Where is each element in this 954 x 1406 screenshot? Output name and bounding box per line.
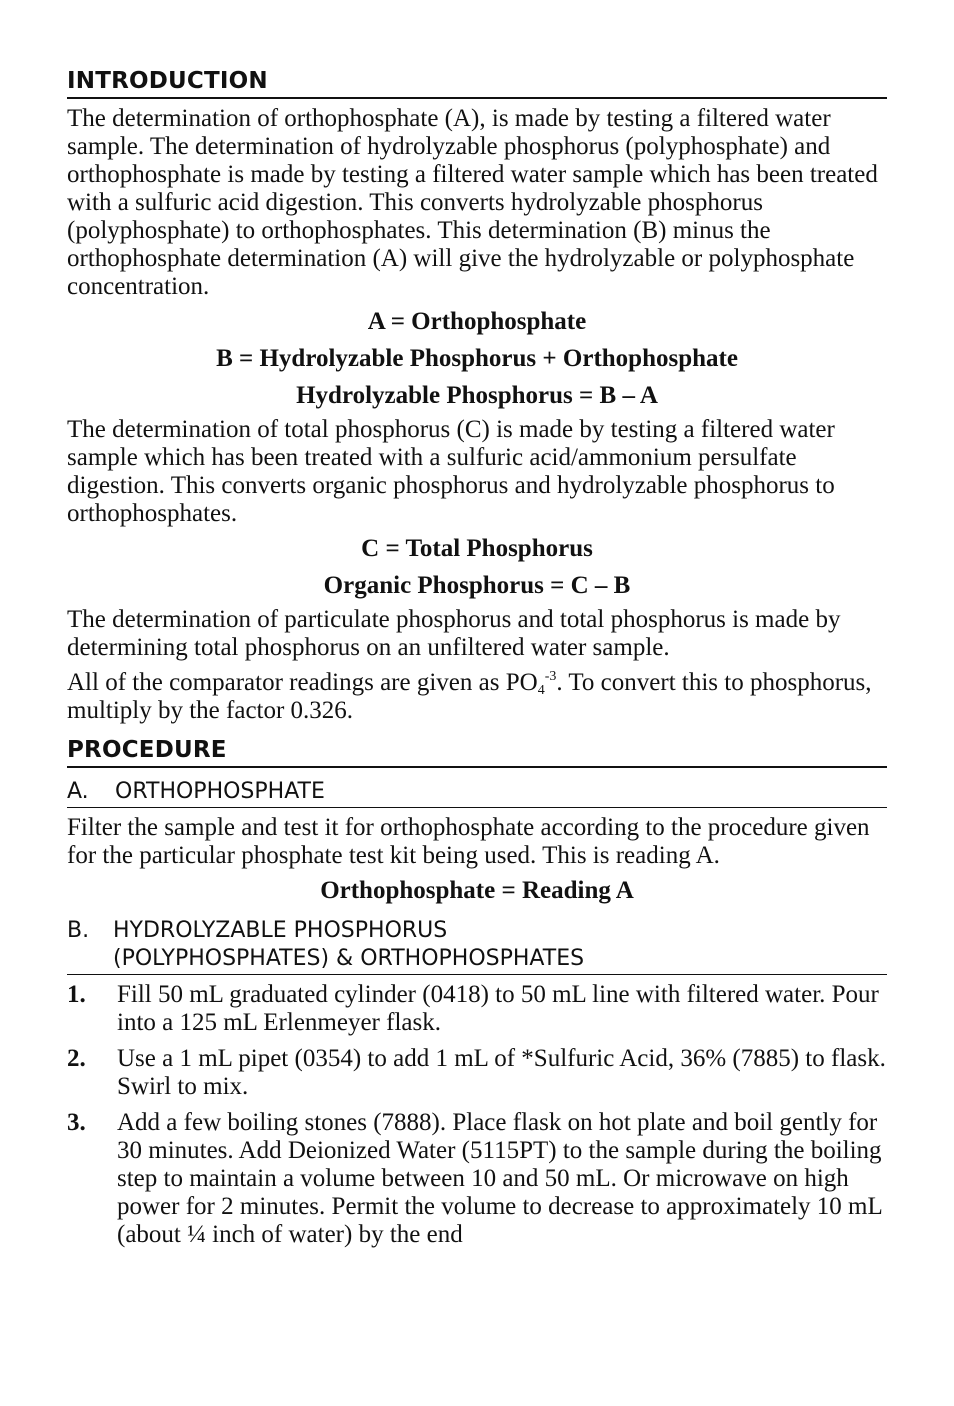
- step-text: Use a 1 mL pipet (0354) to add 1 mL of *Sulfuric Acid, 36% (7885) to flask. Swirl to mix.: [117, 1045, 886, 1100]
- section-b-title: [113, 917, 584, 973]
- intro-paragraph-2: The determination of total phosphorus (C) is made by testing a filtered water sample which has been treated with a sulfuric acid/ammonium persulfate digestion. This converts organic phosphorus and hydrolyzable phosphorus to orthophosphates.: [67, 416, 835, 527]
- section-a-title: ORTHOPHOSPHATE: [115, 779, 325, 804]
- para4-text-after: . To convert this to phosphorus, multiply by the factor 0.326.: [67, 669, 872, 724]
- intro-paragraph-4: [67, 669, 887, 725]
- equation-hydrolyzable: Hydrolyzable Phosphorus = B – A: [296, 382, 658, 409]
- intro-paragraph-3: The determination of particulate phosphorus and total phosphorus is made by determining total phosphorus on an unfiltered water sample.: [67, 606, 841, 661]
- intro-paragraph-1: The determination of orthophosphate (A), is made by testing a filtered water sample. The determination of hydrolyzable phosphorus (polyphosphate) and orthophosphate is made by testing a filtered water sample which has been treated with a sulfuric acid digestion. This converts hydrolyzable phosphorus (polyphosphate) to orthophosphates. This determination (B) minus the orthophosphate determination (A) will give the hydrolyzable or polyphosphate concentration.: [67, 105, 878, 300]
- equation-a: A = Orthophosphate: [367, 308, 587, 335]
- procedure-steps-list: [67, 981, 887, 1249]
- step-number: 2.: [67, 1045, 86, 1072]
- section-a-paragraph: Filter the sample and test it for orthophosphate according to the procedure given for the particular phosphate test kit being used. This is reading A.: [67, 814, 870, 869]
- section-a-heading: [67, 778, 887, 808]
- equation-c: C = Total Phosphorus: [361, 535, 593, 562]
- para4-text-before: All of the comparator readings are given as PO: [67, 669, 538, 696]
- para4-subscript: 4: [537, 683, 545, 698]
- equation-b: B = Hydrolyzable Phosphorus + Orthophosphate: [216, 345, 738, 372]
- list-item: [67, 1109, 887, 1249]
- list-item: [67, 981, 887, 1037]
- step-number: 3.: [67, 1109, 86, 1136]
- list-item: [67, 1045, 887, 1101]
- procedure-heading: PROCEDURE: [67, 735, 887, 768]
- section-b-title-line-1: HYDROLYZABLE PHOSPHORUS: [113, 918, 448, 943]
- step-number: 1.: [67, 981, 86, 1008]
- section-b-title-line-2: (POLYPHOSPHATES) & ORTHOPHOSPHATES: [113, 946, 585, 971]
- para4-superscript: -3: [544, 669, 557, 684]
- introduction-heading: INTRODUCTION: [67, 66, 887, 99]
- equation-organic: Organic Phosphorus = C – B: [323, 572, 631, 599]
- equation-reading-a: Orthophosphate = Reading A: [320, 877, 634, 904]
- section-a-label: A.: [67, 779, 89, 804]
- section-b-label: B.: [67, 918, 90, 943]
- step-text: Fill 50 mL graduated cylinder (0418) to 50 mL line with filtered water. Pour into a 125 mL Erlenmeyer flask.: [117, 981, 879, 1036]
- document-page: [67, 66, 887, 1257]
- step-text: Add a few boiling stones (7888). Place flask on hot plate and boil gently for 30 minutes. Add Deionized Water (5115PT) to the sample during the boiling step to maintain a volume between 10 and 50 mL. Or microwave on high power for 2 minutes. Permit the volume to decrease to approximately 10 mL (about ¼ inch of water) by the end: [117, 1109, 882, 1248]
- section-b-heading: [67, 917, 887, 975]
